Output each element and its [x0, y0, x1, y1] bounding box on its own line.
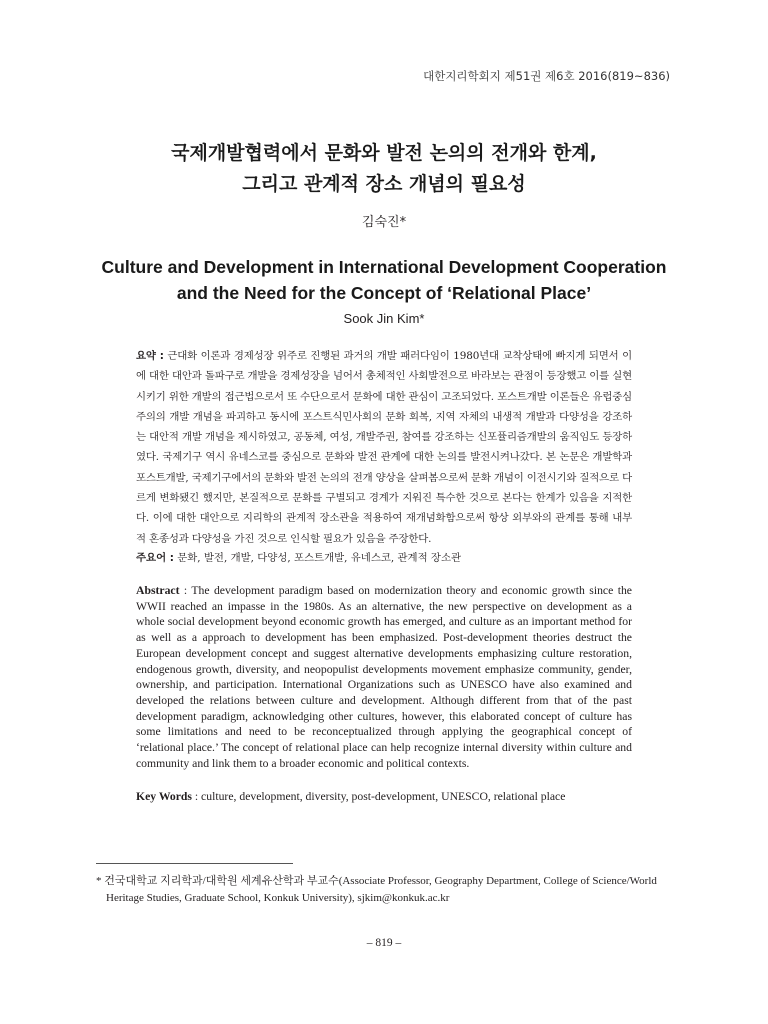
english-author: Sook Jin Kim*: [343, 311, 425, 326]
english-keywords-label: Key Words: [136, 790, 192, 803]
korean-abstract: [136, 346, 632, 549]
english-title: [0, 254, 768, 306]
page-number: – 819 –: [366, 937, 402, 949]
korean-author: 김숙진*: [361, 215, 407, 230]
footnote-divider: [96, 863, 293, 864]
english-keywords-text: : culture, development, diversity, post-development, UNESCO, relational place: [194, 790, 566, 803]
english-abstract-text: : The development paradigm based on modernization theory and economic growth since the WWII reached an impasse in the 1980s. As an alternative, the new perspective on development as a whole social development beyond economic growth has emerged, and culture as an important method for as well as a approach to development has been emphasized. Post-development theories destruct the European development concept and suggest alternative developments emphasizing culture restoration, endogenous growth, diversity, and neopopulist developments movement emphasize community, gender, ownership, and participation. International Organizations such as UNESCO have also examined and developed the relations between culture and development. Although different from that of the past development paradigm, acknowledging other cultures, however, this elaborated concept of culture has some limitations and need to be reconceptualized through applying the geographical concept of ‘relational place.’ The concept of relational place can help recognize internal diversity within culture and community and link them to a broader economic and political contexts.: [136, 584, 632, 770]
english-title-line-2: and the Need for the Concept of ‘Relational Place’: [176, 283, 592, 303]
author-footnote: * 건국대학교 지리학과/대학원 세계유산학과 부교수(Associate Professor, Geography Department, College of Science/World Heritage Studies, Graduate School, Konkuk University), sjkim@konkuk.ac.kr: [96, 875, 657, 904]
english-title-line-1: Culture and Development in International Development Cooperation: [101, 257, 667, 277]
korean-keywords-label: 주요어 :: [136, 552, 174, 564]
korean-title-line-2: 그리고 관계적 장소 개념의 필요성: [242, 173, 526, 195]
korean-keywords-text: 문화, 발전, 개발, 다양성, 포스트개발, 유네스코, 관계적 장소관: [177, 552, 462, 564]
korean-keywords: [136, 549, 632, 567]
journal-reference: 대한지리학회지 제51권 제6호 2016(819~836): [423, 69, 670, 83]
english-abstract-label: Abstract: [136, 584, 180, 597]
korean-abstract-label: 요약 :: [136, 350, 164, 362]
korean-title-line-1: 국제개발협력에서 문화와 발전 논의의 전개와 한계,: [171, 142, 597, 164]
english-keywords: [136, 789, 632, 805]
korean-title: [0, 138, 768, 200]
korean-abstract-text: 근대화 이론과 경제성장 위주로 진행된 과거의 개발 패러다임이 1980년대 교착상태에 빠지게 되면서 이에 대한 대안과 돌파구로 개발을 경제성장을 넘어서 총체적인 사회발전으로 바라보는 관점이 등장했고 이를 실현시키기 위한 개발의 접근법으로서 또 수단으로서 문화에 대한 관심이 고조되었다. 포스트개발 이론들은 유럽중심주의의 개발 개념을 파괴하고 동시에 포스트식민사회의 문화 회복, 지역 자체의 내생적 개발과 다양성을 강조하는 대안적 개발 개념을 제시하였고, 공동체, 여성, 개발주권, 참여를 강조하는 신포퓰리즘개발의 움직임도 등장하였다. 국제기구 역시 유네스코를 중심으로 문화와 발전 관계에 대한 논의를 발전시켜나갔다. 본 논문은 개발학과 포스트개발, 국제기구에서의 문화와 발전 논의의 전개 양상을 살펴봄으로써 문화 개념이 이전시기와 질적으로 다르게 변화됐긴 했지만, 본질적으로 문화를 구별되고 경계가 지워진 특수한 것으로 본다는 한계가 있음을 지적한다. 이에 대한 대안으로 지리학의 관계적 장소관을 적용하여 재개념화함으로써 항상 외부와의 관계를 통해 내부적 혼종성과 다양성을 가진 것으로 인식할 필요가 있음을 주장한다.: [136, 350, 633, 545]
english-abstract: [136, 583, 632, 771]
